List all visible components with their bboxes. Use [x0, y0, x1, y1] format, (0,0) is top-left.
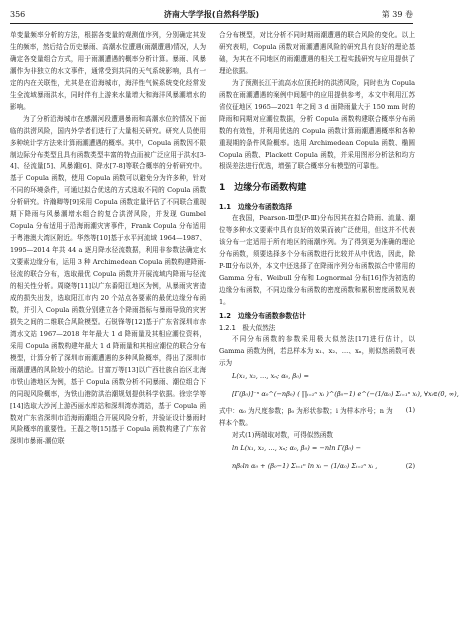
equation-number: (2) [405, 461, 415, 470]
right-column [219, 30, 459, 478]
equation-1 [219, 386, 459, 414]
equation-2 [219, 458, 415, 474]
body-paragraph: 在我国，Pearson-Ⅲ型(P-Ⅲ)分布因其在拟合降雨、流量、潮位等多种水文要素中具有良好的效果而被广泛使用，但这并不代表该分布一定适用于所有地区的雨潮序列。为了得到更为准确的理论分布函数，须要选择多个分布函数进行比较并从中优选，因此，除 P-Ⅲ分布以外，本文中还选择了在降雨序列分布函数拟合中常用的 Gamma 分布、Weibull 分布和 Lognormal 分布[16]作为初选的边缘分布函数，不同边缘分布函数的密度函数和累积密度函数见表 1。 [219, 214, 415, 307]
body-paragraph: 为了分析沿海城市在感潮河段遭遇暴雨和高潮水位的情况下面临的洪涝风险，国内外学者们进行了大量相关研究。研究人员使用多种统计学方法来计算雨潮遭遇的概率。其中，Copula 函数因不限制边际分布类型且具有函数类型丰富的特点而被广泛应用于洪水[3-4]、径流量[5]、风暴潮[6]、降水[7-8]等联合概率的分析研究中。基于 Copula 函数，使用 Copula 函数可以避免分为许多种，针对不同的环境条件，可通过拟合优选的方式选取不同的 Copula 函数分析研究。许瀚卿等[9]采用 Copula 函数定量评估了不同联合重现期下降雨与风暴潮增水组合的复合洪涝风险，并发现 Gumbel Copula 分布适用于沿海雨潮灾害事件，Frank Copula 分布适用于粤港澳大湾区附近。华然等[10]基于水平河流域 1964—1987、1995—2014 年共 44 a 逐月降水径流数据，利用非参数法确定水文要素边缘分布，运用 3 种 Archimedean Copula 函数构建降雨-径流的联合分布，选取最优 Copula 函数并开展流域内降雨与径流的相关性分析。周晓等[11]以广东番阳江地区为例，从暴雨灾害造成的损失出发，选取阳江市内 20 个站点各要素的最优边缘分布函数，并引入 Copula 函数分别建立各个降雨指标与暴雨导致的灾害损失之间的二维联合风险模型。石锐锋等[12]基于广东省深圳市赤湾水文站 1967—2018 年年最大 1 d 降雨量及其相应潮位资料，采用 Copula 函数构建年最大 1 d 降雨量和其相应潮位的联合分布模型，计算分析了深圳市雨潮遭遇的多种风险概率，得出了深圳市雨潮遭遇的风险较小的结论。甘富万等[13]以广西壮族自治区北海市铁山港地区为例，基于 Copula 函数分析不同暴雨、潮位组合下的同现风险概率，为铁山港防洪治潮规划提供科学依据。徐宗学等[14]选取大沙河上游西丽水库站和深圳湾赤湾站，基于 Copula 函数对广东省深圳市沿海雨潮组合开展风险分析，并验证设计暴雨时风险概率的重要性。王磊之等[15]基于 Copula 函数构建了广东省深圳市暴雨-潮位联 [10, 114, 206, 446]
body-paragraph: 单变量频率分析的方法，根据各变量的观测值序列，分别确定其发生的频率，然后结合历史暴雨、高潮水位遭遇(雨潮遭遇)情况，人为确定各变量组合方式，用于雨潮遭遇的概率分析计算。暴雨、风暴潮作为非独立的水文事件，通常受到共同的天气系统影响，具有一定的内在关联性，尤其是在沿海城市，海洋性气候系统变化经常发生全流域暴雨洪水，同时伴有上游来水量增大和海洋风暴潮增水的影响。 [10, 31, 206, 111]
equation-2-body: nβ₀ln α₀ + (β₀−1) Σᵢ₌₁ⁿ ln xᵢ − (1/α₀) Σᵢ₌₁ⁿ xᵢ , [232, 461, 378, 470]
body-paragraph: 不同分布函数的参数采用极大似然法[17]进行估计，以 Gamma 函数为例，若总样本为 x₁、x₂、…、xₙ，则似然函数可表示为 [219, 335, 415, 367]
section-heading: 1 边缘分布函数构建 [219, 183, 307, 194]
subsubsection-heading: 1.2.1 极大似然法 [219, 324, 276, 333]
equation-1-body: [Γ(β₀)]⁻ⁿ α₀^(−nβ₀) ( ∏ᵢ₌₁ⁿ xᵢ )^(β₀−1) e^(−(1/α₀) Σᵢ₌₁ⁿ xᵢ), ∀xᵢ∈(0, ∞), [232, 389, 459, 398]
volume-label: 第 39 卷 [381, 10, 413, 19]
equation-number: (1) [405, 405, 415, 414]
header-rule [10, 23, 413, 24]
page-number: 356 [10, 10, 26, 19]
body-paragraph: 式中：α₀ 为尺度参数；β₀ 为形状参数；i 为样本序号；n 为样本个数。 [219, 406, 393, 427]
journal-title: 济南大学学报(自然科学版) [163, 10, 260, 19]
equation-2-line1: ln L(x₁, x₂, …, xₙ; α₀, β₀) = −nln Γ(β₀) − [232, 443, 362, 452]
body-paragraph: 为了预测长江干流高水位顶托时的洪涝风险，同时也为 Copula 函数在雨潮遭遇的案例中间题中的应用提供参考，本文中利用江苏省仪征地区 1965—2021 年之间 3 d 面降雨量大于 150 mm 时的降雨和同期对应潮位数据，分析 Copula 函数构建联合概率分布函数的有效性，并利用优选的 Copula 函数计算雨潮遭遇概率和各种重现期的条件风险概率。选用 Archimedean Copula 函数、椭圆 Copula 函数、Plackett Copula 函数，并采用图形分析法和均方根误差法进行优选，增强了联合概率分布模型的可靠性。 [219, 78, 415, 171]
left-column [10, 30, 206, 448]
body-paragraph: 对式(1)两端取对数，可得似然函数 [232, 430, 333, 439]
equation-1-lhs: L(x₁, x₂, …, xₙ; α₀, β₀) = [232, 371, 309, 380]
running-header [10, 8, 413, 22]
subsection-heading: 1.1 边缘分布函数选择 [219, 203, 293, 212]
subsection-heading: 1.2 边缘分布函数参数估计 [219, 312, 306, 321]
body-paragraph: 合分布模型，对比分析不同时期雨潮遭遇的联合风险的变化。以上研究表明，Copula 函数对雨潮遭遇风险的研究具有良好的理论基础，为其在不同地区的雨潮遭遇的相关工程实践研究与应用提供了理论依据。 [219, 31, 415, 75]
